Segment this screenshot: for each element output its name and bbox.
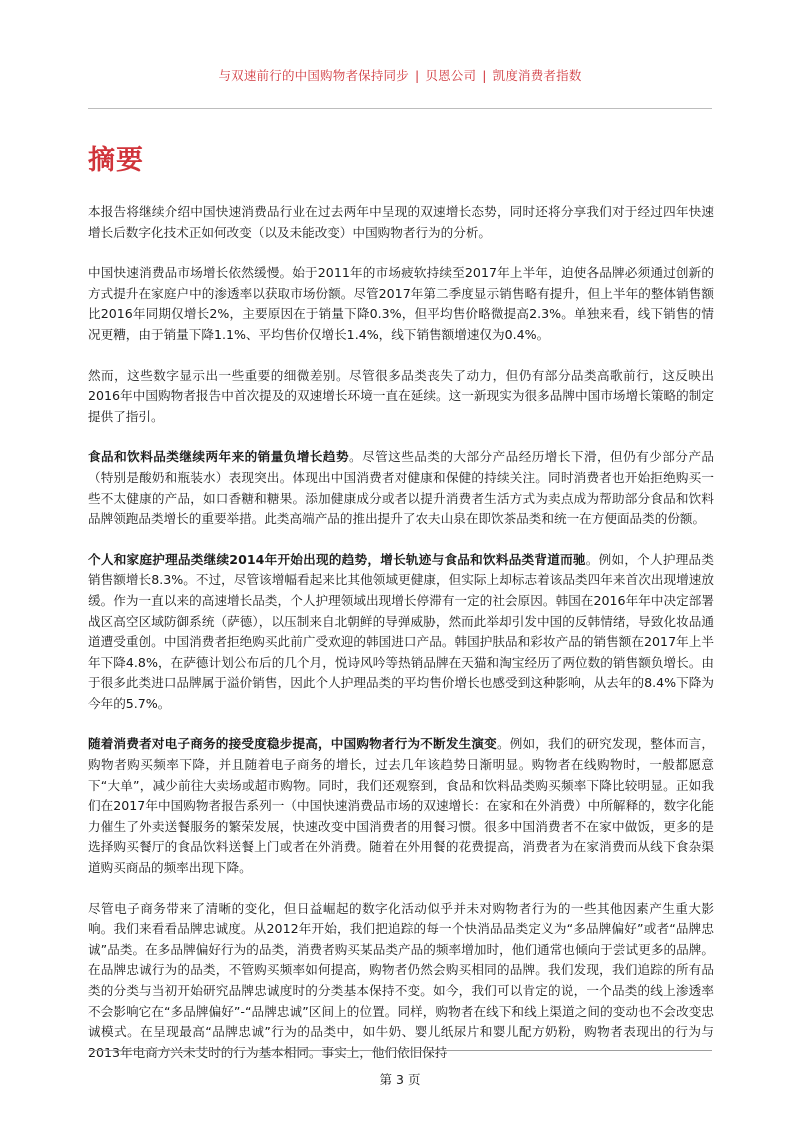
paragraph-text: 本报告将继续介绍中国快速消费品行业在过去两年中呈现的双速增长态势，同时还将分享我们对于经过四年快速增长后数字化技术正如何改变（以及未能改变）中国购物者行为的分析。 [88,204,714,240]
paragraph-lead: 食品和饮料品类继续两年来的销量负增长趋势 [88,449,350,465]
paragraph [88,366,714,428]
paragraph [88,447,714,529]
paragraph-lead: 随着消费者对电子商务的接受度稳步提高，中国购物者行为不断发生演变 [88,736,497,752]
paragraph-text: 。尽管这些品类的大部分产品经历增长下滑，但仍有少部分产品（特别是酸奶和瓶装水）表现突出。体现出中国消费者对健康和保健的持续关注。同时消费者也开始拒绝购买一些不太健康的产品，如口香糖和糖果。添加健康成分或者以提升消费者生活方式为卖点成为帮助部分食品和饮料品牌领跑品类增长的重要举措。此类高端产品的推出提升了农夫山泉在即饮茶品类和统一在方便面品类的份额。 [88,449,715,527]
paragraph-text: 。例如，个人护理品类销售额增长8.3%。不过，尽管该增幅看起来比其他领域更健康，但实际上却标志着该品类四年来首次出现增速放缓。作为一直以来的高速增长品类，个人护理领域出现增长停滞有一定的社会原因。韩国在2016年年中决定部署战区高空区域防御系统（萨德），以压制来自北朝鲜的导弹威胁，然而此举却引发中国的反韩情绪，导致化妆品通道遭受重创。中国消费者拒绝购买此前广受欢迎的韩国进口产品。韩国护肤品和彩妆产品的销售额在2017年上半年下降4.8%，在萨德计划公布后的几个月，悦诗风吟等热销品牌在天猫和淘宝经历了两位数的销售额负增长。由于很多此类进口品牌属于溢价销售，因此个人护理品类的平均售价增长也感受到这种影响，从去年的8.4%下降为今年的5.7%。 [88,551,714,711]
paragraph-text: 中国快速消费品市场增长依然缓慢。始于2011年的市场疲软持续至2017年上半年，迫使各品牌必须通过创新的方式提升在家庭户中的渗透率以获取市场份额。尽管2017年第二季度显示销售略有提升，但上半年的整体销售额比2016年同期仅增长2%，主要原因在于销量下降0.3%，但平均售价略微提高2.3%。单独来看，线下销售的情况更糟，由于销量下降1.1%、平均售价仅增长1.4%，线下销售额增速仅为0.4%。 [88,265,714,342]
paragraph [88,734,714,878]
page-number: 第 3 页 [379,1072,421,1087]
header-separator: | [482,68,487,83]
header-bain: 贝恩公司 [425,68,477,83]
footer-divider [88,1050,712,1051]
paragraph-text: 然而，这些数字显示出一些重要的细微差别。尽管很多品类丧失了动力，但仍有部分品类高歌前行，这反映出2016年中国购物者报告中首次提及的双速增长环境一直在延续。这一新现实为很多品牌中国市场增长策略的制定提供了指引。 [88,367,714,424]
paragraph [88,263,714,345]
header-report-title: 与双速前行的中国购物者保持同步 [218,68,409,83]
paragraph-lead: 个人和家庭护理品类继续2014年开始出现的趋势，增长轨迹与食品和饮料品类背道而驰 [88,551,586,567]
header-kantar: 凯度消费者指数 [492,68,582,83]
paragraph-text: 尽管电子商务带来了清晰的变化，但日益崛起的数字化活动似乎并未对购物者行为的一些其他因素产生重大影响。我们来看看品牌忠诚度。从2012年开始，我们把追踪的每一个快消品品类定义为“多品牌偏好”或者“品牌忠诚”品类。在多品牌偏好行为的品类，消费者购买某品类产品的频率增加时，他们通常也倾向于尝试更多的品牌。在品牌忠诚行为的品类，不管购买频率如何提高，购物者仍然会购买相同的品牌。我们发现，我们追踪的所有品类的分类与当初开始研究品牌忠诚度时的分类基本保持不变。如今，我们可以肯定的说，一个品类的线上渗透率不会影响它在“多品牌偏好”-“品牌忠诚”区间上的位置。同样，购物者在线下和线上渠道之间的变动也不会改变忠诚模式。在呈现最高“品牌忠诚”行为的品类中，如牛奶、婴儿纸尿片和婴儿配方奶粉，购物者表现出的行为与2013年电商方兴未艾时的行为基本相同。事实上，他们依旧保持 [88,900,714,1060]
paragraph-text: 。例如，我们的研究发现，整体而言，购物者购买频率下降，并且随着电子商务的增长，过去几年该趋势日渐明显。购物者在线购物时，一般都愿意下“大单”，减少前往大卖场或超市购物。同时，我们还观察到，食品和饮料品类购买频率下降比较明显。正如我们在2017年中国购物者报告系列一（中国快速消费品市场的双速增长：在家和在外消费）中所解释的，数字化能力催生了外卖送餐服务的繁荣发展，快速改变中国消费者的用餐习惯。很多中国消费者不在家中做饭，更多的是选择购买餐厅的食品饮料送餐上门或者在外消费。随着在外用餐的花费提高，消费者为在家消费而从线下食杂渠道购买商品的频率出现下降。 [88,736,714,876]
paragraph [88,899,714,1064]
header-separator: | [414,68,420,83]
running-header [88,66,712,84]
header-divider [88,108,712,109]
paragraph [88,550,714,715]
page-title: 摘要 [88,145,144,176]
paragraph [88,202,714,243]
body-text [88,202,714,1083]
